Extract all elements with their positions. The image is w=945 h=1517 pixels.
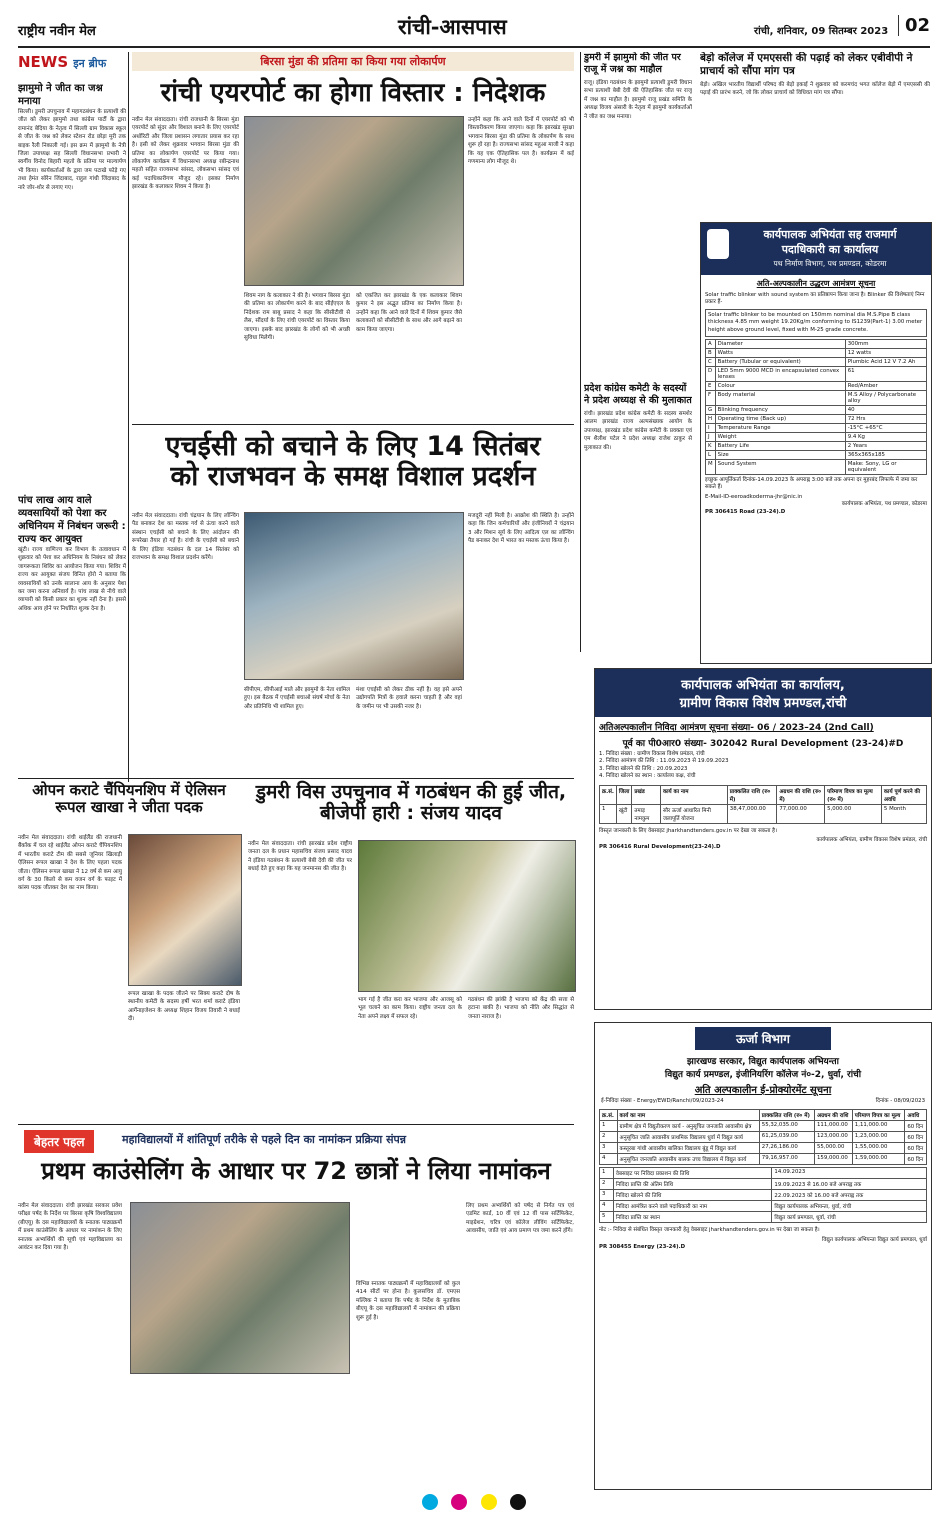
table-cell: 1,59,000.00	[852, 1154, 905, 1165]
story-dumri-col-3: भाग गई है जीत करा कर भाजपा और आजसू को भूल चलाने का काम किया। राष्ट्रीय जनता दल के नेता अपने लक्ष्य में सफल रहे।	[358, 997, 462, 1020]
table-cell: निविदा प्राप्ति का स्थान	[613, 1212, 772, 1223]
table-row	[600, 1190, 927, 1201]
table-cell: 60 दिन	[905, 1154, 927, 1165]
table-cell: Size	[715, 451, 845, 460]
ad2-title-2: ग्रामीण विकास विशेष प्रमण्डल,रांची	[679, 696, 847, 711]
table-cell: D	[706, 367, 716, 382]
table-cell: खूंटी	[616, 804, 631, 823]
table-cell: H	[706, 415, 716, 424]
page-number: 02	[898, 15, 930, 36]
table-header: अग्रधन की राशि (रु० में)	[777, 785, 825, 804]
story-dumri-photo	[358, 840, 576, 992]
table-header: प्राक्कलित राशि (रु० में)	[759, 1110, 814, 1121]
table-cell: 1	[600, 1168, 614, 1179]
table-cell: विद्युत कार्यपालक अभियन्ता, धुर्वा, रांची	[772, 1201, 927, 1212]
table-cell: 3	[600, 1190, 614, 1201]
story-admission	[18, 1128, 574, 1488]
news-brief-header: NEWS इन ब्रीफ	[18, 53, 107, 71]
table-cell: J	[706, 433, 716, 442]
table-cell: 2	[600, 1179, 614, 1190]
ad3-pr: PR 308455 Energy (23-24).D	[599, 1244, 686, 1251]
magenta-mark	[451, 1494, 467, 1510]
table-cell: 111,000.00	[814, 1121, 852, 1132]
masthead-rule	[18, 46, 930, 48]
table-cell: 3	[600, 1143, 618, 1154]
table-cell: B	[706, 349, 716, 358]
story-karate-headline: ओपन कराटे चैंपियनशिप में ऐलिसन रूपल खाखा ने जीता पदक	[32, 781, 226, 816]
table-cell: K	[706, 442, 716, 451]
story-karate-col-2: रूपल खाखा के पदक जीतने पर सिक्य कराटे दोष के स्थानीय कमेटी के सदस्य हर्षी भरत शर्मा कराटे इंडिया आर्गेनाइजेशन के अध्यक्ष शिहान विजय तिवारी ने बधाई दी।	[128, 991, 240, 1023]
table-cell: निविदा आमंत्रित करने वाले पदाधिकारी का नाम	[613, 1201, 772, 1212]
story-hec-col-4: मजदूरी नहीं मिली है। आक्रोश की स्थिति है। उन्होंने कहा कि जिन कर्मचारियों और इंजीनियरों ने चंद्रयान 3 और मिशन सूर्य के लिए आदित्य एल का लॉन्चिंग पैड बनाकर देश में भारत का मस्तक ऊंचा किया है।	[468, 513, 574, 545]
table-cell: -15°C +65°C	[845, 424, 926, 433]
table-cell: 79,16,957.00	[759, 1154, 814, 1165]
ad2-header	[595, 669, 931, 717]
table-row	[706, 460, 927, 475]
table-cell: LED 5mm 9000 MCD in encapsulated convex lenses	[715, 367, 845, 382]
brand-name: राष्ट्रीय नवीन मेल	[18, 24, 96, 39]
ad2-sign: कार्यपालक अभियंता, ग्रामीण विकास विशेष प्रमंडल, रांची	[816, 837, 927, 844]
story-airport	[132, 52, 574, 420]
table-row	[600, 1154, 927, 1165]
table-row	[706, 451, 927, 460]
story-hec-col-3: मंशा एचईसी को लेकर ठीक नहीं है। वह इसे अपने उद्योगपति मित्रों के हवाले करना चाहती है और वहां के जमीन पर भी उसकी नजर है।	[356, 687, 462, 710]
table-cell: 38,47,000.00	[727, 804, 777, 823]
ad-road-division	[700, 222, 932, 664]
table-cell: C	[706, 358, 716, 367]
table-cell: 1,55,000.00	[852, 1143, 905, 1154]
table-row	[706, 424, 927, 433]
table-cell: Colour	[715, 382, 845, 391]
ad2-sub: पूर्व का पी0आर0 संख्या- 302042 Rural Development (23-24)#D	[622, 739, 904, 749]
right-headline-1: डुमरी में झामुमो की जीत पर राजू में जश्न का माहौल	[584, 52, 681, 75]
notice-line: 3. निविदा खोलने की तिथि : 20.09.2023	[599, 765, 688, 772]
table-cell: Battery Life	[715, 442, 845, 451]
table-header: क्र.सं.	[600, 785, 617, 804]
table-cell: 1	[600, 804, 617, 823]
story1-divider	[132, 424, 574, 425]
brief-headline-2: पांच लाख आय वाले व्यवसायियों को पेशा कर अधिनियम में निबंधन जरूरी : राज्य कर आयुक्त	[18, 495, 126, 545]
table-header: प्राक्कलित राशि (रु० में)	[727, 785, 777, 804]
story-admission-tag: बेहतर पहल	[24, 1130, 94, 1153]
story-karate	[18, 782, 240, 1122]
ad1-spec-table	[705, 339, 927, 475]
brief-text-2: खूंटी। राज्य वाणिज्य कर विभाग के तत्वावधान में शुक्रवार को पेशा कर अधिनियम के निबंधन को लेकर जागरूकता शिविर का आयोजन किया गया। शिविर में राज्य कर आयुक्त संजय विनित होरो ने बताया कि व्यवसायियों को उनके सालाना आय के अनुसार पेशा कर जमा करना अनिवार्य है। पांच लाख से नीचे वाले व्यापारी को किसी प्रकार का शुल्क नहीं देना है। इससे अधिक आय होने पर निर्धारित शुल्क देना है।	[18, 547, 126, 612]
ad1-intro: Solar traffic blinker with sound system का प्रतिष्ठापन किया जाना है। Blinker की विशेषताएं निम्न प्रकार हैं-	[705, 292, 925, 306]
ad-rural-development	[594, 668, 932, 1010]
ad1-sign: कार्यपालक अभियंता, पथ प्रमण्डल, कोडरमा	[841, 501, 927, 508]
table-cell: 5 Month	[881, 804, 926, 823]
ad3-title-2: विद्युत कार्य प्रमण्डल, इंजीनियरिंग कॉलेज नं०-2, धुर्वा, रांची	[664, 1070, 862, 1080]
table-cell: 123,000.00	[814, 1132, 852, 1143]
table-cell: Blinking frequency	[715, 406, 845, 415]
left-col-divider	[128, 52, 129, 782]
table-cell: 1	[600, 1121, 618, 1132]
right-headline-2: प्रदेश कांग्रेस कमेटी के सदस्यों ने प्रदेश अध्यक्ष से की मुलाकात	[584, 383, 692, 406]
story-airport-photo	[244, 116, 464, 286]
table-row	[706, 382, 927, 391]
table-cell: Battery (Tubular or equivalent)	[715, 358, 845, 367]
table-cell: 40	[845, 406, 926, 415]
emblem-icon	[707, 229, 729, 259]
table-cell: 61	[845, 367, 926, 382]
story-admission-col-3: विभिन्न स्नातक पाठ्यक्रमों में महाविद्यालयों को कुल 414 सीटों पर होना है। कुलसचिव डॉ. एमएस मल्लिक ने बताया कि पर्षद के निर्देश के मुताबिक बीएयू के दस महाविद्यालयों में नामांकन की प्रक्रिया शुरू हुई है।	[356, 1281, 460, 1321]
ad3-table	[599, 1109, 927, 1165]
story-hec-headline-1: एचईसी को बचाने के लिए 14 सितंबर	[165, 431, 541, 462]
table-cell: 300mm	[845, 340, 926, 349]
ad2-notice: अतिअल्पकालीन निविदा आमंत्रण सूचना संख्या- 06 / 2023–24 (2nd Call)	[599, 723, 874, 733]
table-cell: 72 Hrs	[845, 415, 926, 424]
table-cell: Body material	[715, 391, 845, 406]
table-cell: 22.09.2023 को 16.00 बजे अपराह्न तक	[772, 1190, 927, 1201]
table-cell: 12 watts	[845, 349, 926, 358]
table-cell: Make: Sony, LG or equivalent	[845, 460, 926, 475]
ad3-title-1: झारखण्ड सरकार, विद्युत कार्यपालक अभियन्ता	[687, 1057, 839, 1067]
table-cell: Diameter	[715, 340, 845, 349]
ad1-title-3: पथ निर्माण विभाग, पथ प्रमण्डल, कोडरमा	[773, 259, 887, 268]
table-cell: Temperature Range	[715, 424, 845, 433]
table-cell: सौर ऊर्जा आधारित मिनी जलापूर्ति योजना	[660, 804, 727, 823]
table-cell: 1,23,000.00	[852, 1132, 905, 1143]
table-cell: Weight	[715, 433, 845, 442]
yellow-mark	[481, 1494, 497, 1510]
story-admission-col-4: लिए प्रथम अभ्यर्थियों को पर्षद से निर्गत पत्र एवं एडमिट कार्ड, 10 वीं एवं 12 वीं पास सर्टिफिकेट, माइग्रेशन, चरित्र एवं कॉलेज लीविंग सर्टिफिकेट, आवासीय, जाति एवं आय प्रमाण पत्र जमा करने होंगे।	[466, 1203, 574, 1235]
table-cell: Sound System	[715, 460, 845, 475]
table-row	[600, 1201, 927, 1212]
table-header: क्र.सं.	[600, 1110, 618, 1121]
table-cell: 5	[600, 1212, 614, 1223]
table-cell: निविदा खोलने की तिथि	[613, 1190, 772, 1201]
story-admission-col-1: नवीन मेल संवाददाता। रांची झारखंड सरकार प्रवेश परीक्षा पर्षद के निर्देश पर बिरसा कृषि विश्वविद्यालय (बीएयू) के दस महाविद्यालयों के स्नातक पाठ्यक्रमों में प्रथम काउंसेलिंग के आधार पर नामांकन के लिए स्नातक अभ्यर्थियों की सूची एवं महाविद्यालय का आवंटन कर दिया गया है।	[18, 1203, 122, 1252]
table-row	[706, 415, 927, 424]
table-header: जिला	[616, 785, 631, 804]
table-cell: 159,000.00	[814, 1154, 852, 1165]
ad3-date: दिनांक - 08/09/2023	[875, 1098, 925, 1104]
ad2-foot: विस्तृत जानकारी के लिए वेबसाइट jharkhandtenders.gov.in पर देखा जा सकता है।	[599, 827, 777, 834]
table-cell: तमाड़ नामकुम	[632, 804, 661, 823]
right-text-3: बेड़ो। अखिल भारतीय विद्यार्थी परिषद की बेड़ो इकाई ने शुक्रवार को करमचंद भगत कॉलेज बेड़ो में एमएससी की पढ़ाई की प्रारंभ करने, जो कि लोकर प्राचार्य को विधिवत मांग पत्र सौंपा।	[700, 82, 930, 97]
ad1-spec: Solar traffic blinker to be mounted on 150mm nominal dia M.S.Pipe B class thickness 4.85 mm weight 19.20Kg/m conforming to IS1239(Part-1) 3.00 meter height above ground level, fixed with M-25 grade concrete.	[705, 309, 927, 337]
table-row	[600, 1121, 927, 1132]
notice-line: 1. निविदा संख्या : ग्रामीण विकास विशेष प्रमंडल, रांची	[599, 751, 705, 757]
table-row	[706, 358, 927, 367]
table-row	[600, 1179, 927, 1190]
story-hec-headline-2: को राजभवन के समक्ष विशाल प्रदर्शन	[170, 460, 536, 492]
story-admission-subhead: महाविद्यालयों में शांतिपूर्ण तरीके से पहले दिन का नामांकन प्रक्रिया संपन्न	[122, 1133, 407, 1146]
table-header: परिमाण विपत्र का मूल्य (रु० में)	[825, 785, 882, 804]
table-cell: 60 दिन	[905, 1143, 927, 1154]
table-cell: 55,32,035.00	[759, 1121, 814, 1132]
ad3-sign: विद्युत कार्यपालक अभियन्ता विद्युत कार्य प्रमण्डल, धुर्वा	[822, 1236, 927, 1243]
brief-headline-1: झामुमो ने जीत का जश्न मनाया	[18, 83, 103, 107]
table-cell: 60 दिन	[905, 1121, 927, 1132]
table-cell: A	[706, 340, 716, 349]
ad2-lines	[595, 749, 931, 783]
story-hec-col-2: सीपीएम, सीपीआई माले और झामुमो के नेता शामिल हुए। इस बैठक में एचईसी बचाओ संघर्ष मोर्चा के नेता और प्रतिनिधि भी शामिल हुए।	[244, 687, 350, 710]
table-cell: 61,25,039.00	[759, 1132, 814, 1143]
table-cell: Plumbic Acid 12 V 7.2 Ah	[845, 358, 926, 367]
ad1-notice-title: अति-अल्पकालीन उद्धरण आमंत्रण सूचना	[756, 279, 876, 288]
table-row	[706, 349, 927, 358]
table-row	[706, 433, 927, 442]
table-cell: 77,000.00	[777, 804, 825, 823]
table-cell: Operating time (Back up)	[715, 415, 845, 424]
table-cell: Red/Amber	[845, 382, 926, 391]
black-mark	[510, 1494, 526, 1510]
ad3-number: ई-निविदा संख्या - Energy/EWD/Ranchi/09/2023-24	[601, 1098, 724, 1104]
table-cell: Watts	[715, 349, 845, 358]
table-row	[706, 340, 927, 349]
table-row	[600, 1132, 927, 1143]
table-cell: अनुसूचित जनजाति आवासीय बालक उच्च विद्यालय में विद्युत कार्य	[617, 1154, 759, 1165]
table-row	[706, 367, 927, 382]
right-headline-3: बेड़ो कॉलेज में एमएससी की पढ़ाई को लेकर एबीवीपी ने प्राचार्य को सौंपा मांग पत्र	[700, 52, 913, 77]
notice-line: 4. निविदा खोलने का स्थान : कार्यालय कक्ष, रांची	[599, 773, 696, 780]
table-cell: 365x365x185	[845, 451, 926, 460]
cyan-mark	[422, 1494, 438, 1510]
table-cell: 19.09.2023 से 16.00 बजे अपराह्न तक	[772, 1179, 927, 1190]
story-hec-photo	[244, 512, 464, 680]
table-cell: 27,26,186.00	[759, 1143, 814, 1154]
table-cell: 14.09.2023	[772, 1168, 927, 1179]
right-text-2: रांची। झारखंड प्रदेश कांग्रेस कमेटी के सदस्य समशेर आलम झारखंड राज्य अल्पसंख्यक आयोग के उपाध्यक्ष, झारखंड प्रदेश कांग्रेस कमेटी के प्रवक्ता एवं एम शैलीश पटेल ने प्रदेश अध्यक्ष राजेश ठाकुर से मुलाकात की।	[584, 411, 692, 451]
table-row	[706, 391, 927, 406]
ad1-pr: PR 306415 Road (23-24).D	[705, 508, 786, 515]
story-hec-col-1: नवीन मेल संवाददाता। रांची चंद्रयान के लिए लॉन्चिंग पैड बनाकर देश का मस्तक गर्व से ऊंचा करने वाले संस्थान एचईसी को बचाने के लिए आंदोलन की रूपरेखा तैयार हो गई है। रांची के एचईसी को बचाने के लिए इंडिया गठबंधन के दल 14 सितंबर को राजभवन के समक्ष विशाल प्रदर्शन करेंगे।	[132, 513, 239, 562]
story-dumri-col-4: गठबंधन की झांकी है भाजपा को केंद्र की सत्ता से हटाना बाकी है। भाजपा को नीति और सिद्धांत से जनता नाराज है।	[468, 997, 574, 1020]
ad3-dept: ऊर्जा विभाग	[695, 1027, 831, 1050]
ad3-title-3: अति अल्पकालीन ई-प्रोक्योरमेंट सूचना	[694, 1085, 832, 1096]
story-dumri-col-1: नवीन मेल संवाददाता। रांची झारखंड प्रदेश राष्ट्रीय जनता दल के प्रधान महासचिव संजय प्रसाद यादव ने इंडिया गठबंधन के प्रत्याशी बेबी देवी की जीत पर बधाई देते हुए कहा कि यह जनमानस की जीत है।	[248, 841, 352, 873]
table-cell: 2	[600, 1132, 618, 1143]
table-header: अग्रधन की राशि	[814, 1110, 852, 1121]
table-header: कार्य का नाम	[617, 1110, 759, 1121]
story-airport-col-3: को एकजित कर झारखंड के एक कलाकार शिवम कुमार ने इस अद्भुत प्रतिमा का निर्माण किया है। उन्होंने कहा कि आने वाले दिनों में शिवम कुमार जैसे कलाकारों को सीसीटीवी के साथ और आगे बढ़ाने का काम किया जाएगा।	[356, 293, 462, 333]
table-cell: विद्युत कार्य प्रमण्डल, धुर्वा, रांची	[772, 1212, 927, 1223]
table-cell: निविदा प्राप्ति की अंतिम तिथि	[613, 1179, 772, 1190]
story-airport-col-1: नवीन मेल संवाददाता। रांची राजधानी के बिरसा मुंडा एयरपोर्ट को सुंदर और विशाल बनाने के लिए एयरपोर्ट अथॉरिटी और जिला प्रशासन लगातार प्रयास कर रहा है। इसी को लेकर शुक्रवार भगवान बिरसा मुंडा की प्रतिमा का लोकार्पण एयरपोर्ट पर किया गया। लोकार्पण कार्यक्रम में विधानसभा अध्यक्ष रबीन्द्रनाथ महतो सहित राज्यसभा सांसद, लोकसभा सांसद एवं कई पदाधिकारीगण मौजूद रहे। इसका निर्माण झारखंड के कलाकार शिवम ने किया है।	[132, 117, 239, 191]
table-cell: कस्तूरबा गांधी आवासीय बालिका विद्यालय बुंडू में विद्युत कार्य	[617, 1143, 759, 1154]
table-cell: 4	[600, 1201, 614, 1212]
story4-divider	[18, 1124, 574, 1125]
table-row	[600, 1168, 927, 1179]
ad1-email: E-Mail-ID-eeroadkoderma-jhr@nic.in	[705, 493, 803, 500]
ad-energy	[594, 1022, 932, 1490]
right-news-column	[584, 52, 692, 652]
registration-marks	[18, 1494, 930, 1512]
table-cell: वेबसाइट पर निविदा प्रकाशन की तिथि	[613, 1168, 772, 1179]
ad1-title-1: कार्यपालक अभियंता सह राजमार्ग	[763, 228, 897, 241]
table-cell: 9.4 Kg	[845, 433, 926, 442]
table-header: कार्य पूर्ण करने की अवधि	[881, 785, 926, 804]
story-dumri	[248, 782, 574, 1122]
table-cell: 60 दिन	[905, 1132, 927, 1143]
story-airport-subhead: बिरसा मुंडा की प्रतिमा का किया गया लोकार्पण	[132, 52, 574, 71]
table-cell: 5,000.00	[825, 804, 882, 823]
story-karate-photo	[128, 834, 242, 986]
notice-line: 2. निविदा आमंत्रण की तिथि : 11.09.2023 से 19.09.2023	[599, 758, 729, 765]
section-title: रांची-आसपास	[398, 14, 507, 39]
table-cell: F	[706, 391, 716, 406]
table-row	[706, 442, 927, 451]
table-cell: L	[706, 451, 716, 460]
right-text-1: राजू। इंडिया गठबंधन के झामुमो प्रत्याशी डुमरी विधान सभा प्रत्याशी बेबी देवी की ऐतिहासिक जीत पर राजू में जश्न का माहौल है। झामुमो राजू प्रखंड समिति के अध्यक्ष विजय अंसारी के नेतृत्व में झामुमो कार्यकर्ताओं ने जीत का जश्न मनाया।	[584, 80, 692, 120]
masthead	[18, 15, 930, 45]
story-airport-col-2: शिवम नाग के कलाकार ने की है। भगवान बिरसा मुंडा की प्रतिमा का लोकार्पण करने के बाद सीईएएल के निदेशक राम बाबू प्रसाद ने कहा कि सीसीटीवी से लैस, सौंदर्या के लिए रांची एयरपोर्ट का विस्तार किया जाएगा। इसके बाद झारखंड के लोगों को भी अच्छी सुविधा मिलेगी।	[244, 293, 350, 342]
story-karate-col-1: नवीन मेल संवाददाता। रांची थाईलैंड की राजधानी बैंकॉक में चल रहे थाईलैंड ओपन कराटे चैंपियनशिप में भारतीय कराटे टीम की सबसे जूनियर खिलाड़ी ऐलिसन रूपल खाखा ने देश के लिए पहला पदक जीता। ऐलिसन रूपल खाखा ने 12 वर्ष से कम आयु वर्ग के 30 किलो से कम वजन वर्ग के फाइट में कांस्य पदक जीतकर देश का नाम किया।	[18, 835, 122, 892]
table-header: प्रखंड	[632, 785, 661, 804]
right-news-column-2	[700, 52, 930, 220]
table-cell: M	[706, 460, 716, 475]
issue-date: रांची, शनिवार, 09 सितम्बर 2023	[754, 26, 889, 37]
table-cell: G	[706, 406, 716, 415]
story2-divider	[18, 778, 574, 779]
table-cell: 1,11,000.00	[852, 1121, 905, 1132]
table-cell: 55,000.00	[814, 1143, 852, 1154]
table-cell: M.S Alloy / Polycarbonate alloy	[845, 391, 926, 406]
table-header: अवधि	[905, 1110, 927, 1121]
table-header: कार्य का नाम	[660, 785, 727, 804]
ad3-dates-table	[599, 1167, 927, 1223]
table-cell: 2 Years	[845, 442, 926, 451]
story-dumri-headline: डुमरी विस उपचुनाव में गठबंधन की हुई जीत, बीजेपी हारी : संजय यादव	[255, 781, 567, 824]
story-airport-headline: रांची एयरपोर्ट का होगा विस्तार : निदेशक	[160, 78, 546, 108]
table-row	[706, 406, 927, 415]
story-hec	[132, 428, 574, 778]
right-divider	[580, 52, 581, 652]
brief-text-1: सिल्ली। डुमरी उपचुनाव में महागठबंधन के प्रत्याशी की जीत को लेकर झामुमो तथा कांग्रेस पार्टी के द्वारा रामानंद बेदिया के नेतृत्व में सिल्ली ग्राम विकास स्कूल से जीत के जश्न को लेकर स्टेशन रोड छोड़ा मुरी तक बाइक रैली निकाली गई। इस क्रम में झामुमो के नेत्री जिला उपाध्यक्ष सह सिल्ली विधानसभा प्रभारी ने स्वर्गीय विनोद बिहारी महतो के प्रतिमा पर माल्यार्पण भी किया। कार्यकर्ताओं के द्वारा जम पटाखे फोड़े गए तथा हेमंत सोरेन जिंदाबाद, राहुल गांधी जिंदाबाद के नारे जोर-शोर से लगाए गए।	[18, 109, 126, 191]
ad1-title-2: पदाधिकारी का कार्यालय	[781, 243, 879, 256]
table-cell: अनुसूचित जाति आवासीय प्राथमिक विद्यालय धुर्वा में विद्युत कार्य	[617, 1132, 759, 1143]
table-cell: E	[706, 382, 716, 391]
table-cell: 4	[600, 1154, 618, 1165]
table-row	[600, 1143, 927, 1154]
ad3-foot: नोट :- निविदा से संबंधित विस्तृत जानकारी हेतु वेबसाइट jharkhandtenders.gov.in पर देखा जा सकता है।	[599, 1227, 820, 1234]
table-cell: ग्रामीण क्षेत्र में विद्युतीकरण कार्य - अनुसूचित जनजाति आवासीय क्षेत्र	[617, 1121, 759, 1132]
ad2-title-1: कार्यपालक अभियंता का कार्यालय,	[681, 678, 845, 693]
table-row	[600, 1212, 927, 1223]
ad1-footer: इच्छुक आपूर्तिकर्ता दिनांक-14.09.2023 के अपराह्न 3:00 बजे तक अपना दर मुहरबंद लिफाफे में जमा कर सकते हैं।	[705, 477, 918, 491]
ad2-table	[599, 785, 927, 824]
ad1-header	[701, 223, 931, 275]
ad2-pr: PR 306416 Rural Development(23-24).D	[599, 844, 721, 851]
story-admission-photo	[130, 1202, 350, 1374]
table-cell: I	[706, 424, 716, 433]
story-airport-col-4: उन्होंने कहा कि आने वाले दिनों में एयरपोर्ट को भी विस्तारीकरण किया जाएगा। कहा कि झारखंड सुरक्षा भगवान बिरसा मुंडा की प्रतिमा के लोकार्पण के साथ शुरू हो रहा है। राज्यसभा सांसद महुआ माजी ने कहा कि यह एक ऐतिहासिक पल है। कार्यक्रम में कई गणमान्य लोग मौजूद थे।	[468, 117, 574, 166]
table-header: परिमाण विपत्र का मूल्य	[852, 1110, 905, 1121]
story-admission-headline: प्रथम काउंसेलिंग के आधार पर 72 छात्रों ने लिया नामांकन	[41, 1157, 551, 1185]
